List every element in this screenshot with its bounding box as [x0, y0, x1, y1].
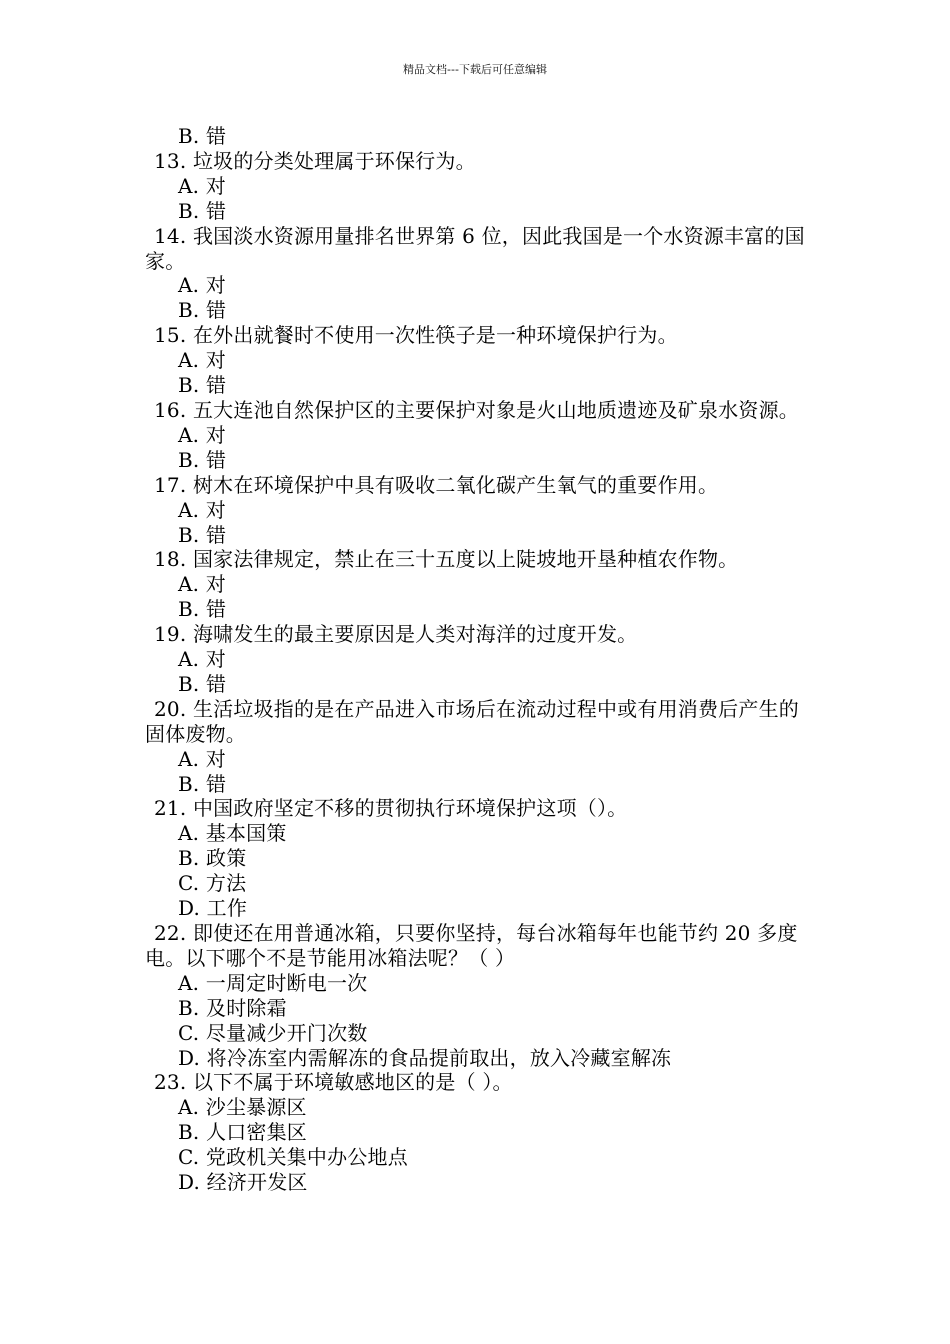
question-text: 17. 树木在环境保护中具有吸收二氧化碳产生氧气的重要作用。 [154, 472, 719, 497]
answer-option: B. 错 [178, 771, 227, 796]
answer-option: A. 基本国策 [178, 821, 287, 846]
answer-option: B. 人口密集区 [178, 1120, 308, 1145]
answer-option: B. 错 [178, 447, 227, 472]
answer-option: C. 方法 [178, 871, 247, 896]
answer-option: B. 错 [178, 373, 227, 398]
answer-option: B. 错 [178, 671, 227, 696]
answer-option: D. 将冷冻室内需解冻的食品提前取出，放入冷藏室解冻 [178, 1045, 672, 1070]
answer-option: B. 政策 [178, 846, 247, 871]
answer-option: B. 错 [178, 198, 227, 223]
answer-option: A. 对 [178, 572, 226, 597]
question-text: 22. 即使还在用普通冰箱，只要你坚持，每台冰箱每年也能节约 20 多度电。以下哪个不是节能用冰箱法呢？（ ） [145, 921, 798, 970]
answer-option: A. 对 [178, 422, 226, 447]
answer-option: A. 对 [178, 497, 226, 522]
answer-option: D. 经济开发区 [178, 1170, 308, 1195]
question-text: 13. 垃圾的分类处理属于环保行为。 [154, 148, 476, 173]
question-text: 21. 中国政府坚定不移的贯彻执行环境保护这项（）。 [154, 796, 628, 821]
answer-option: A. 对 [178, 173, 226, 198]
question-text: 20. 生活垃圾指的是在产品进入市场后在流动过程中或有用消费后产生的固体废物。 [145, 696, 799, 746]
answer-option: A. 一周定时断电一次 [178, 970, 368, 995]
question-text: 15. 在外出就餐时不使用一次性筷子是一种环境保护行为。 [154, 323, 678, 348]
question-text: 14. 我国淡水资源用量排名世界第 6 位，因此我国是一个水资源丰富的国家。 [145, 223, 805, 273]
answer-option: A. 对 [178, 647, 226, 672]
page-header: 精品文档---下载后可任意编辑 [403, 63, 547, 76]
answer-option: A. 对 [178, 273, 226, 298]
answer-option: C. 尽量减少开门次数 [178, 1020, 368, 1045]
answer-option: C. 党政机关集中办公地点 [178, 1145, 408, 1170]
question-text: 18. 国家法律规定，禁止在三十五度以上陡坡地开垦种植农作物。 [154, 547, 739, 572]
answer-option: B. 错 [178, 522, 227, 547]
question-text: 16. 五大连池自然保护区的主要保护对象是火山地质遗迹及矿泉水资源。 [154, 397, 799, 422]
question-text: 19. 海啸发生的最主要原因是人类对海洋的过度开发。 [154, 622, 638, 647]
answer-option: B. 错 [178, 124, 227, 148]
question-text: 23. 以下不属于环境敏感地区的是（ ）。 [154, 1070, 513, 1095]
answer-option: A. 对 [178, 348, 226, 373]
answer-option: B. 错 [178, 298, 227, 323]
answer-option: D. 工作 [178, 896, 248, 921]
answer-option: A. 沙尘暴源区 [178, 1095, 307, 1120]
question-list [145, 124, 810, 1195]
answer-option: B. 及时除霜 [178, 995, 287, 1020]
answer-option: A. 对 [178, 746, 226, 771]
answer-option: B. 错 [178, 597, 227, 622]
